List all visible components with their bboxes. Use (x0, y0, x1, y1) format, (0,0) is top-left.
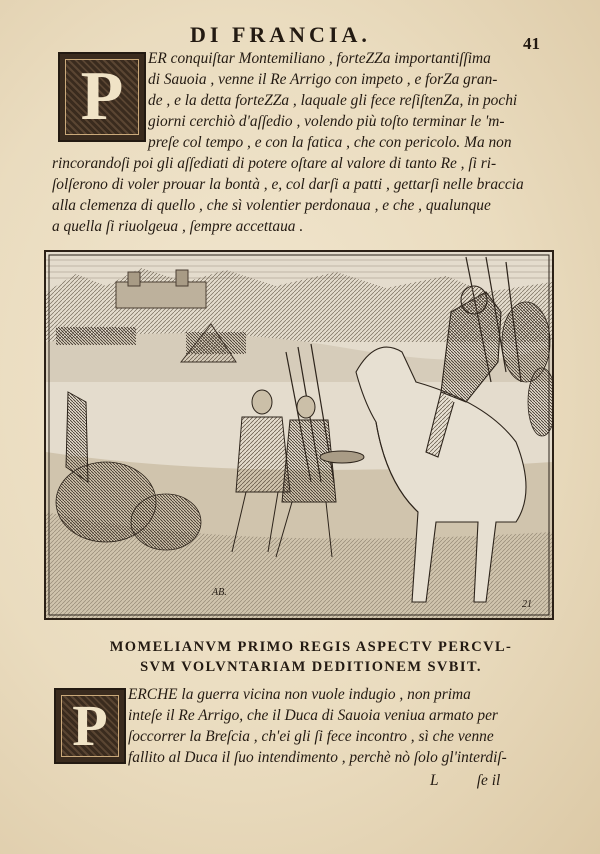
paragraph-1-continuation (52, 132, 548, 237)
running-head: DI FRANCIA. (190, 22, 371, 47)
catchword: L ſe il (430, 772, 501, 789)
text-line: di Sauoia , venne il Re Arrigo con impeto , e forZa gran- (148, 71, 498, 88)
text-line: preſe col tempo , e con la fatica , che con pericolo. Ma non (148, 134, 512, 151)
engraving-scene (46, 252, 552, 618)
paragraph-2 (128, 684, 548, 768)
initial-letter: P (80, 58, 124, 135)
text-line: de , e la detta forteZZa , laquale gli fece reſiſtenZa, in pochi (148, 92, 518, 109)
text-line: a quella ſi riuolgeua , ſempre accettaua . (52, 218, 304, 235)
engraving-illustration (44, 250, 554, 620)
plate-number: 21 (522, 599, 532, 610)
text-line: rincorandoſi poi gli aſſediati di potere oſtare al valore di tanto Re , ſi ri- (52, 155, 497, 172)
text-line: ERCHE la guerra vicina non vuole indugio , non prima (128, 686, 471, 703)
text-line: giorni cerchiò d'aſſedio , volendo più toſto terminar le 'm- (148, 113, 505, 130)
paragraph-1 (148, 48, 548, 132)
text-line: ER conquiſtar Montemiliano , forteZZa importantiſſima (148, 50, 491, 67)
decorated-initial (58, 52, 146, 142)
initial-letter: P (72, 693, 108, 758)
text-line: ſolſerono di voler prouar la bontà , e, col darſi a patti , gettarſi nelle braccia (52, 176, 524, 193)
text-line: inteſe il Re Arrigo, che il Duca di Sauoia veniua armato per (128, 707, 498, 724)
text-line: alla clemenza di quello , che sì volentier perdonaua , e che , qualunque (52, 197, 491, 214)
text-line: ſoccorrer la Breſcia , ch'ei gli ſi fece incontro , sì che venne (128, 728, 494, 745)
illustration-caption (66, 637, 556, 677)
caption-line: SVM VOLVNTARIAM DEDITIONEM SVBIT. (140, 659, 482, 675)
engraver-monogram: AB. (212, 587, 227, 598)
text-line: fallito al Duca il ſuo intendimento , perchè nò ſolo gl'interdiſ- (128, 749, 507, 766)
page-number: 41 (523, 34, 540, 53)
decorated-initial (54, 688, 126, 764)
catchword-line (430, 770, 550, 791)
caption-line: MOMELIANVM PRIMO REGIS ASPECTV PERCVL- (109, 639, 513, 655)
